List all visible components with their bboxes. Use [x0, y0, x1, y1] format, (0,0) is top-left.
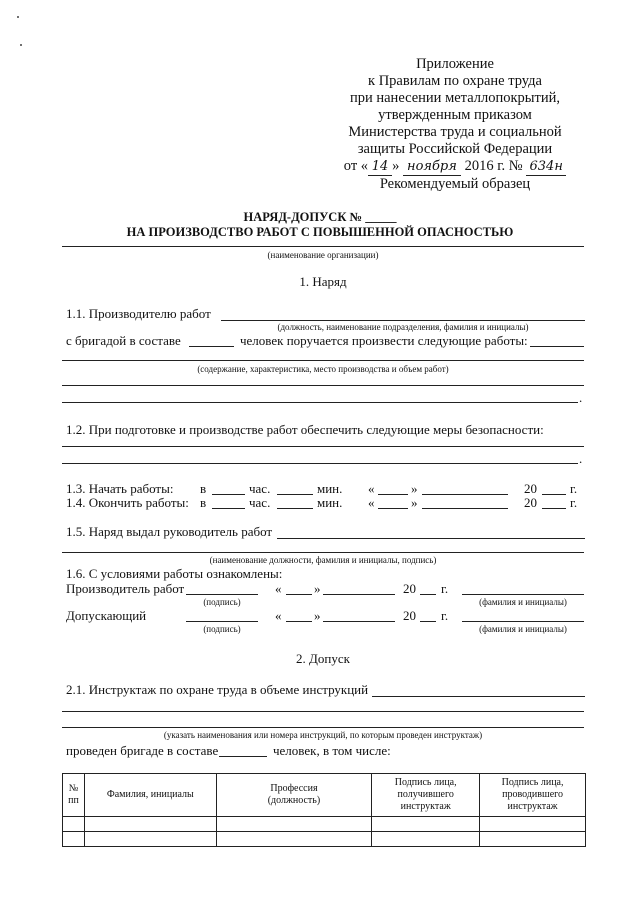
approval-line: Министерства труда и социальной	[348, 124, 562, 140]
instruction-label: 2.1. Инструктаж по охране труда в объеме инструкций	[66, 682, 369, 697]
quote-open: «	[368, 481, 375, 496]
start-work-label: 1.3. Начать работы:	[66, 481, 174, 496]
quote-open: «	[275, 581, 282, 596]
handwritten-month: ноября	[403, 158, 461, 176]
producer-caption: (должность, наименование подразделения, фамилия и инициалы)	[277, 322, 529, 332]
table-row	[63, 832, 586, 847]
table-cell[interactable]	[480, 832, 586, 847]
issued-by-line[interactable]	[62, 552, 584, 553]
approval-line: при нанесении металлопокрытий,	[349, 90, 561, 106]
safety-line[interactable]	[62, 446, 584, 447]
instruction-caption: (указать наименования или номера инструкций, по которым проведен инструктаж)	[163, 730, 483, 740]
instruction-line[interactable]	[62, 711, 584, 712]
approval-date-line	[320, 158, 590, 176]
quote-close: »	[314, 608, 321, 623]
quote-close: »	[314, 581, 321, 596]
instruction-line[interactable]	[62, 727, 584, 728]
producer-line[interactable]	[221, 320, 585, 321]
producer-name-field[interactable]	[462, 594, 584, 595]
producer-label: 1.1. Производителю работ	[66, 306, 211, 321]
scan-speck	[17, 16, 19, 18]
org-caption: (наименование организации)	[267, 250, 379, 260]
signature-caption: (подпись)	[203, 597, 241, 607]
brigade-suffix: человек поручается произвести следующие работы:	[240, 333, 528, 348]
producer-day-field[interactable]	[286, 594, 312, 595]
table-cell[interactable]	[372, 832, 480, 847]
section-heading: 2. Допуск	[296, 651, 350, 666]
brigade-label: с бригадой в составе	[66, 333, 181, 348]
minutes-unit: мин.	[317, 481, 343, 496]
line-end-dot: .	[579, 390, 583, 405]
year-prefix: 20	[403, 581, 416, 596]
year-suffix: г.	[441, 608, 449, 623]
year-suffix: г.	[570, 481, 578, 496]
start-day-field[interactable]	[378, 494, 408, 495]
safety-measures-label: 1.2. При подготовке и производстве работ обеспечить следующие меры безопасности:	[66, 422, 544, 437]
acquainted-label: 1.6. С условиями работы ознакомлены:	[66, 566, 283, 581]
approval-line: к Правилам по охране труда	[368, 73, 542, 89]
quote-close: »	[411, 495, 418, 510]
approval-line: Приложение	[416, 56, 494, 72]
date-quote: »	[392, 158, 400, 174]
quote-open: «	[368, 495, 375, 510]
admitter-month-field[interactable]	[323, 621, 395, 622]
table-header-row	[63, 774, 586, 817]
issued-by-label: 1.5. Наряд выдал руководитель работ	[66, 524, 273, 539]
approval-line: утвержденным приказом	[378, 107, 532, 123]
start-minute-field[interactable]	[277, 494, 313, 495]
end-month-field[interactable]	[422, 508, 508, 509]
table-cell[interactable]	[372, 817, 480, 832]
producer-signature-field[interactable]	[186, 594, 258, 595]
year-prefix: 20	[524, 495, 537, 510]
issued-by-line[interactable]	[277, 538, 585, 539]
table-row	[63, 817, 586, 832]
table-cell[interactable]	[84, 817, 216, 832]
signature-caption: (подпись)	[203, 624, 241, 634]
table-cell[interactable]	[480, 817, 586, 832]
issued-by-caption: (наименование должности, фамилия и инициалы, подпись)	[209, 555, 437, 565]
table-cell[interactable]	[216, 832, 372, 847]
work-line[interactable]	[530, 346, 584, 347]
start-year-field[interactable]	[542, 494, 566, 495]
column-header-profession: Профессия (должность)	[216, 774, 372, 817]
section-heading: 1. Наряд	[299, 274, 347, 289]
table-cell[interactable]	[84, 832, 216, 847]
table-cell[interactable]	[216, 817, 372, 832]
end-day-field[interactable]	[378, 508, 408, 509]
end-year-field[interactable]	[542, 508, 566, 509]
document-subtitle: НА ПРОИЗВОДСТВО РАБОТ С ПОВЫШЕННОЙ ОПАСНОСТЬЮ	[126, 225, 514, 239]
work-line[interactable]	[62, 385, 584, 386]
conducted-suffix: человек, в том числе:	[273, 743, 391, 758]
end-minute-field[interactable]	[277, 508, 313, 509]
scan-speck	[20, 44, 22, 46]
sample-label: Рекомендуемый образец	[379, 176, 531, 192]
admitter-sign-label: Допускающий	[66, 608, 147, 623]
handwritten-number: 634н	[526, 158, 566, 176]
admitter-day-field[interactable]	[286, 621, 312, 622]
column-header-name: Фамилия, инициалы	[84, 774, 216, 817]
approval-line: защиты Российской Федерации	[357, 141, 553, 157]
name-caption: (фамилия и инициалы)	[479, 597, 567, 607]
start-hour-field[interactable]	[212, 494, 245, 495]
admitter-name-field[interactable]	[462, 621, 584, 622]
column-header-instructor-signature: Подпись лица, проводившего инструктаж	[480, 774, 586, 817]
producer-sign-label: Производитель работ	[66, 581, 185, 596]
instruction-line[interactable]	[372, 696, 585, 697]
conducted-count-field[interactable]	[219, 756, 267, 757]
admitter-year-field[interactable]	[420, 621, 436, 622]
name-caption: (фамилия и инициалы)	[479, 624, 567, 634]
table-cell[interactable]	[63, 817, 85, 832]
start-month-field[interactable]	[422, 494, 508, 495]
producer-year-field[interactable]	[420, 594, 436, 595]
org-line	[62, 246, 584, 247]
work-caption: (содержание, характеристика, место производства и объем работ)	[197, 364, 449, 374]
admitter-signature-field[interactable]	[186, 621, 258, 622]
brigade-count-line[interactable]	[189, 346, 234, 347]
safety-line[interactable]	[62, 463, 578, 464]
conducted-label: проведен бригаде в составе	[66, 743, 219, 758]
briefing-table	[62, 773, 586, 847]
document-title: НАРЯД-ДОПУСК № _____	[243, 210, 397, 224]
in-word: в	[200, 481, 207, 496]
column-header-recipient-signature: Подпись лица, получившего инструктаж	[372, 774, 480, 817]
minutes-unit: мин.	[317, 495, 343, 510]
date-prefix: от «	[343, 158, 369, 174]
end-hour-field[interactable]	[212, 508, 245, 509]
date-year-text: 2016 г. №	[464, 158, 523, 174]
handwritten-day: 14	[368, 158, 392, 176]
year-prefix: 20	[403, 608, 416, 623]
table-cell[interactable]	[63, 832, 85, 847]
year-suffix: г.	[570, 495, 578, 510]
work-line[interactable]	[62, 402, 578, 403]
column-header-number: № пп	[63, 774, 85, 817]
year-suffix: г.	[441, 581, 449, 596]
quote-open: «	[275, 608, 282, 623]
quote-close: »	[411, 481, 418, 496]
hours-unit: час.	[249, 495, 271, 510]
line-end-dot: .	[579, 451, 583, 466]
work-line[interactable]	[62, 360, 584, 361]
in-word: в	[200, 495, 207, 510]
year-prefix: 20	[524, 481, 537, 496]
producer-month-field[interactable]	[323, 594, 395, 595]
approval-block	[320, 56, 590, 193]
hours-unit: час.	[249, 481, 271, 496]
end-work-label: 1.4. Окончить работы:	[66, 495, 189, 510]
